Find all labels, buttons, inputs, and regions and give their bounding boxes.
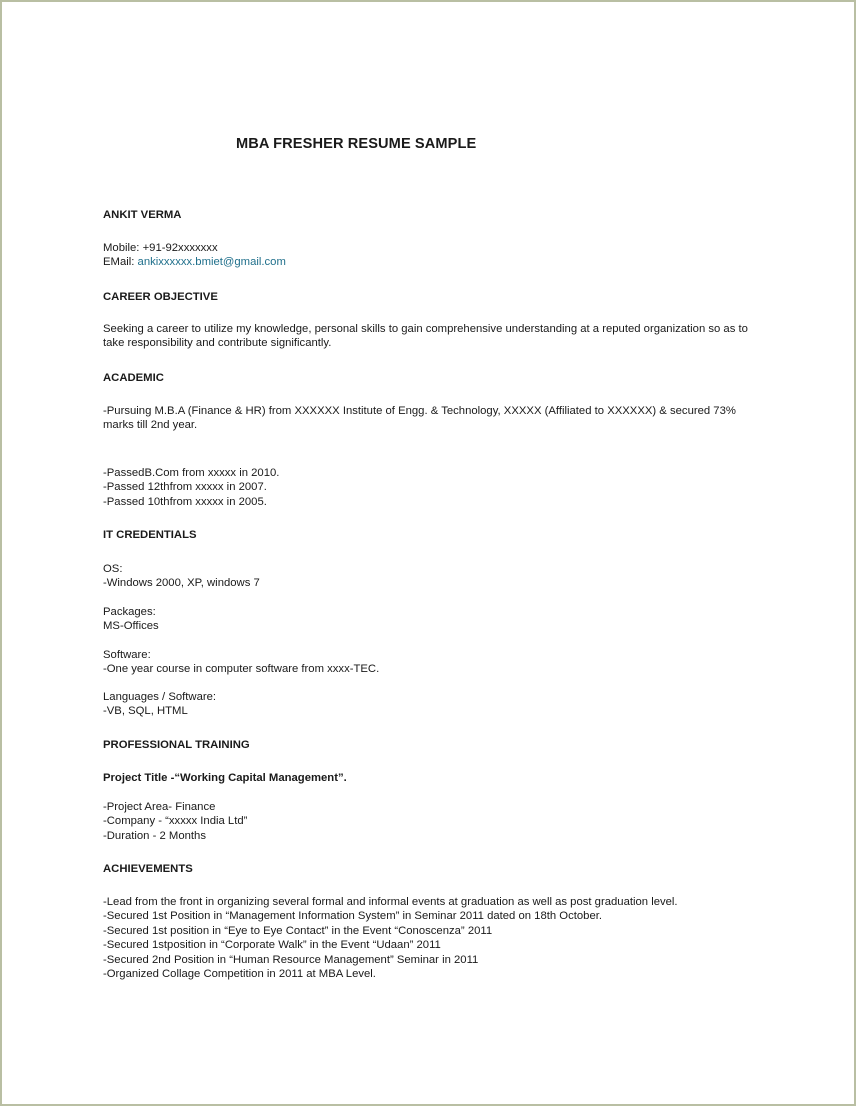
software-label: Software:	[103, 649, 151, 661]
mobile-number: +91-92xxxxxxx	[142, 242, 218, 254]
mobile-label: Mobile:	[103, 242, 143, 254]
achievement-item: -Organized Collage Competition in 2011 at MBA Level.	[103, 968, 376, 981]
achievement-item: -Secured 1st Position in “Management Information System” in Seminar 2011 dated on 18th October.	[103, 910, 603, 923]
software-value: -One year course in computer software from xxxx-TEC.	[103, 663, 380, 676]
packages-value: MS-Offices	[103, 620, 159, 633]
mobile-line	[103, 241, 286, 255]
languages-label: Languages / Software:	[103, 691, 217, 703]
academic-item: -Passed 12thfrom xxxxx in 2007.	[103, 481, 267, 494]
email-line	[103, 255, 286, 269]
achievement-item: -Secured 1st position in “Eye to Eye Contact” in the Event “Conoscenza” 2011	[103, 924, 493, 937]
training-detail: -Company - “xxxxx India Ltd”	[103, 815, 248, 828]
career-objective-heading: CAREER OBJECTIVE	[103, 291, 218, 303]
project-title: Project Title -“Working Capital Management”.	[103, 772, 347, 784]
contact-block	[103, 241, 286, 270]
languages-value: -VB, SQL, HTML	[103, 705, 188, 718]
email-label: EMail:	[103, 256, 138, 269]
achievements-heading: ACHIEVEMENTS	[103, 863, 193, 875]
achievement-item: -Secured 2nd Position in “Human Resource Management” Seminar in 2011	[103, 953, 479, 966]
candidate-name: ANKIT VERMA	[103, 209, 182, 221]
career-objective-text: Seeking a career to utilize my knowledge, personal skills to gain comprehensive understanding at a reputed organization so as to take responsibility and contribute significantly.	[103, 323, 748, 350]
achievements-list	[103, 895, 678, 981]
software-block	[103, 648, 379, 677]
packages-block	[103, 605, 159, 634]
academic-item: -Passed 10thfrom xxxxx in 2005.	[103, 495, 267, 508]
languages-block	[103, 690, 216, 719]
academic-list	[103, 466, 279, 509]
training-details	[103, 800, 247, 843]
training-detail: -Project Area- Finance	[103, 801, 216, 813]
academic-item: -PassedB.Com from xxxxx in 2010.	[103, 467, 280, 479]
os-label: OS:	[103, 563, 123, 575]
academic-heading: ACADEMIC	[103, 372, 164, 384]
os-block	[103, 562, 260, 591]
os-value: -Windows 2000, XP, windows 7	[103, 577, 260, 590]
achievement-item: -Lead from the front in organizing several formal and informal events at graduation as well as post graduation level.	[103, 896, 678, 908]
document-title: MBA FRESHER RESUME SAMPLE	[236, 136, 477, 152]
achievement-item: -Secured 1stposition in “Corporate Walk” in the Event “Udaan” 2011	[103, 939, 441, 952]
academic-mba: -Pursuing M.B.A (Finance & HR) from XXXXXX Institute of Engg. & Technology, XXXXX (Affiliated to XXXXXX) & secured 73% marks till 2nd year.	[103, 405, 736, 432]
packages-label: Packages:	[103, 606, 156, 618]
it-credentials-heading: IT CREDENTIALS	[103, 529, 197, 541]
email-link[interactable]: ankixxxxxx.bmiet@gmail.com	[137, 256, 286, 269]
training-detail: -Duration - 2 Months	[103, 829, 206, 842]
professional-training-heading: PROFESSIONAL TRAINING	[103, 739, 250, 751]
